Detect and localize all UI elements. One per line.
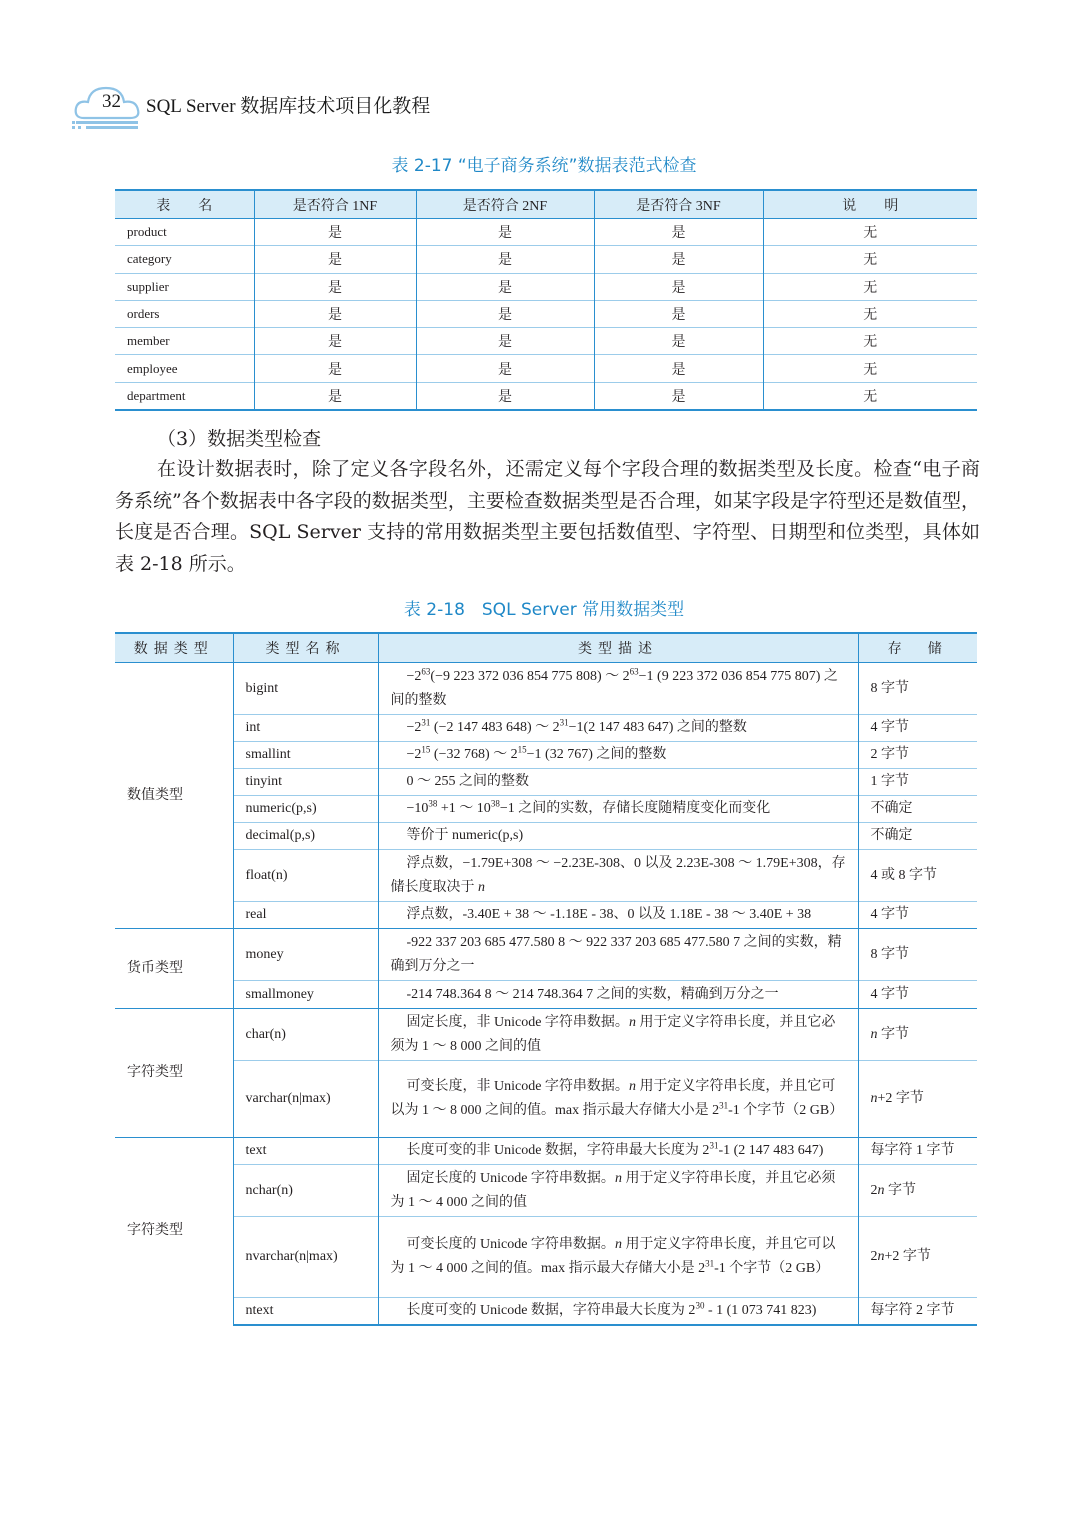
col-header-1nf: 是否符合 1NF xyxy=(254,190,416,219)
cell-type-name: nvarchar(n|max) xyxy=(233,1217,378,1298)
category-cell-money: 货币类型 xyxy=(115,929,233,1009)
cell-type-name: varchar(n|max) xyxy=(233,1061,378,1138)
cell-1nf: 是 xyxy=(254,300,416,327)
cell-type-name: money xyxy=(233,929,378,981)
cell-storage: 8 字节 xyxy=(858,663,977,715)
cell-type-name: tinyint xyxy=(233,769,378,796)
table-caption-2-18: 表 2-18 SQL Server 常用数据类型 xyxy=(403,600,685,620)
cell-1nf: 是 xyxy=(254,328,416,355)
cell-2nf: 是 xyxy=(416,246,594,273)
cell-note: 无 xyxy=(763,300,977,327)
cell-table-name: employee xyxy=(115,355,254,382)
cell-storage: 每字符 1 字节 xyxy=(858,1138,977,1165)
col-header-storage: 存 储 xyxy=(858,633,977,663)
cell-type-desc: -922 337 203 685 477.580 8 ～ 922 337 203 685 477.580 7 之间的实数，精确到万分之一 xyxy=(378,929,858,981)
cell-2nf: 是 xyxy=(416,382,594,410)
col-header-3nf: 是否符合 3NF xyxy=(594,190,763,219)
table-row xyxy=(115,929,977,981)
cell-type-desc: 0 ～ 255 之间的整数 xyxy=(378,769,858,796)
table-row xyxy=(115,382,977,410)
cell-type-desc: 等价于 numeric(p,s) xyxy=(378,823,858,850)
cell-note: 无 xyxy=(763,382,977,410)
cell-1nf: 是 xyxy=(254,382,416,410)
cell-type-name: int xyxy=(233,715,378,742)
page-number: 32 xyxy=(102,91,121,112)
cell-1nf: 是 xyxy=(254,273,416,300)
cell-table-name: department xyxy=(115,382,254,410)
storage-text: 字节 xyxy=(888,1182,916,1198)
cell-type-name: float(n) xyxy=(233,850,378,902)
cell-type-name: char(n) xyxy=(233,1009,378,1061)
table-row xyxy=(115,663,977,715)
table-row xyxy=(115,246,977,273)
cell-type-name: smallmoney xyxy=(233,981,378,1009)
cell-type-desc: 浮点数，-3.40E + 38 ～ -1.18E - 38、0 以及 1.18E - 38 ～ 3.40E + 38 xyxy=(378,902,858,929)
cell-type-desc: 固定长度，非 Unicode 字符串数据。n 用于定义字符串长度，并且它必须为 1 ～ 8 000 之间的值 xyxy=(378,1009,858,1061)
cell-storage: 2 字节 xyxy=(858,742,977,769)
col-header-2nf: 是否符合 2NF xyxy=(416,190,594,219)
cell-type-desc: 长度可变的非 Unicode 数据，字符串最大长度为 $2^{31}-1$ (2 147 483 647) xyxy=(378,1138,858,1165)
cell-storage: 4 字节 xyxy=(858,902,977,929)
table-header-row xyxy=(115,633,977,663)
cell-type-desc: $-2^{15}$ (−32 768) ～ $2^{15}-1$ (32 767) 之间的整数 xyxy=(378,742,858,769)
cell-1nf: 是 xyxy=(254,355,416,382)
cell-storage: 每字符 2 字节 xyxy=(858,1298,977,1325)
cell-3nf: 是 xyxy=(594,328,763,355)
cell-2nf: 是 xyxy=(416,355,594,382)
col-header-note: 说 明 xyxy=(763,190,977,219)
table-header-row xyxy=(115,190,977,219)
cell-storage: 1 字节 xyxy=(858,769,977,796)
section-heading: （3）数据类型检查 xyxy=(157,428,322,450)
cell-type-desc: 可变长度，非 Unicode 字符串数据。n 用于定义字符串长度，并且它可以为 1 ～ 8 000 之间的值。max 指示最大存储大小是 $2^{31}-1$ 个字节（2 GB） xyxy=(378,1061,858,1138)
table-row xyxy=(115,328,977,355)
cell-2nf: 是 xyxy=(416,273,594,300)
cell-1nf: 是 xyxy=(254,246,416,273)
category-cell-numeric: 数值类型 xyxy=(115,663,233,929)
cell-3nf: 是 xyxy=(594,273,763,300)
cell-type-desc: $-2^{63}(-9$ 223 372 036 854 775 808) ～ $2^{63}-1$ (9 223 372 036 854 775 807) 之间的整数 xyxy=(378,663,858,715)
cell-storage: 2n 字节 xyxy=(858,1165,977,1217)
table-caption-2-17: 表 2-17 “电子商务系统”数据表范式检查 xyxy=(391,156,697,176)
cell-note: 无 xyxy=(763,273,977,300)
cell-storage: 2n+2 字节 xyxy=(858,1217,977,1298)
cell-table-name: member xyxy=(115,328,254,355)
table-row xyxy=(115,1217,977,1298)
col-header-type-desc: 类型描述 xyxy=(378,633,858,663)
cell-storage: 不确定 xyxy=(858,796,977,823)
cell-table-name: supplier xyxy=(115,273,254,300)
cell-3nf: 是 xyxy=(594,382,763,410)
col-header-table-name: 表 名 xyxy=(115,190,254,219)
cell-storage: n 字节 xyxy=(858,1009,977,1061)
table-row xyxy=(115,769,977,796)
cell-type-name: decimal(p,s) xyxy=(233,823,378,850)
table-row xyxy=(115,850,977,902)
table-row xyxy=(115,1061,977,1138)
cell-3nf: 是 xyxy=(594,300,763,327)
cell-type-desc: 可变长度的 Unicode 字符串数据。n 用于定义字符串长度，并且它可以为 1 ～ 4 000 之间的值。max 指示最大存储大小是 $2^{31}-1$ 个字节（2 GB） xyxy=(378,1217,858,1298)
book-title: SQL Server 数据库技术项目化教程 xyxy=(146,96,431,117)
storage-text: +2 字节 xyxy=(884,1249,931,1264)
cell-type-desc: $-10^{38} +1$ ～ $10^{38}-1$ 之间的实数，存储长度随精度变化而变化 xyxy=(378,796,858,823)
cell-storage: 4 字节 xyxy=(858,981,977,1009)
cell-2nf: 是 xyxy=(416,328,594,355)
cell-type-desc: 固定长度的 Unicode 字符串数据。n 用于定义字符串长度，并且它必须为 1 ～ 4 000 之间的值 xyxy=(378,1165,858,1217)
table-row xyxy=(115,219,977,246)
cell-type-name: text xyxy=(233,1138,378,1165)
cell-type-name: real xyxy=(233,902,378,929)
cell-type-desc: $-2^{31}$ (−2 147 483 648) ～ $2^{31}-1(2$ 147 483 647) 之间的整数 xyxy=(378,715,858,742)
table-row xyxy=(115,355,977,382)
cell-type-name: ntext xyxy=(233,1298,378,1325)
cell-note: 无 xyxy=(763,219,977,246)
table-row xyxy=(115,1298,977,1325)
cell-type-desc: 浮点数，−1.79E+308 ～ −2.23E-308、0 以及 2.23E-308 ～ 1.79E+308，存储长度取决于 n xyxy=(378,850,858,902)
category-cell-char-unicode: 字符类型 xyxy=(115,1138,233,1325)
table-row xyxy=(115,1165,977,1217)
table-row xyxy=(115,796,977,823)
table-row xyxy=(115,823,977,850)
col-header-data-type: 数据类型 xyxy=(115,633,233,663)
sql-data-types-table xyxy=(115,632,977,1326)
cell-3nf: 是 xyxy=(594,355,763,382)
cell-storage: 4 字节 xyxy=(858,715,977,742)
table-row xyxy=(115,742,977,769)
cell-table-name: category xyxy=(115,246,254,273)
cell-storage: 4 或 8 字节 xyxy=(858,850,977,902)
cell-table-name: orders xyxy=(115,300,254,327)
table-row xyxy=(115,1009,977,1061)
body-paragraph: 在设计数据表时，除了定义各字段名外，还需定义每个字段合理的数据类型及长度。检查“电子商务系统”各个数据表中各字段的数据类型，主要检查数据类型是否合理，如某字段是字符型还是数值型，长度是否合理。SQL Server 支持的常用数据类型主要包括数值型、字符型、日期型和位类型，具体如表 2-18 所示。 xyxy=(115,458,980,575)
cell-storage: 8 字节 xyxy=(858,929,977,981)
cell-storage: n+2 字节 xyxy=(858,1061,977,1138)
category-cell-char: 字符类型 xyxy=(115,1009,233,1138)
table-row xyxy=(115,981,977,1009)
cell-type-name: nchar(n) xyxy=(233,1165,378,1217)
cell-type-name: smallint xyxy=(233,742,378,769)
cell-type-name: bigint xyxy=(233,663,378,715)
col-header-type-name: 类型名称 xyxy=(233,633,378,663)
cell-note: 无 xyxy=(763,328,977,355)
storage-text: +2 字节 xyxy=(877,1091,924,1106)
storage-text: 字节 xyxy=(881,1026,909,1042)
cell-3nf: 是 xyxy=(594,246,763,273)
table-row xyxy=(115,715,977,742)
cell-2nf: 是 xyxy=(416,219,594,246)
cell-3nf: 是 xyxy=(594,219,763,246)
cell-1nf: 是 xyxy=(254,219,416,246)
table-row xyxy=(115,902,977,929)
cell-type-name: numeric(p,s) xyxy=(233,796,378,823)
cell-note: 无 xyxy=(763,246,977,273)
table-row xyxy=(115,300,977,327)
cell-storage: 不确定 xyxy=(858,823,977,850)
table-row xyxy=(115,1138,977,1165)
table-row xyxy=(115,273,977,300)
normal-form-check-table xyxy=(115,189,977,411)
cell-note: 无 xyxy=(763,355,977,382)
cell-table-name: product xyxy=(115,219,254,246)
cell-type-desc: 长度可变的 Unicode 数据，字符串最大长度为 $2^{30} - 1$ (1 073 741 823) xyxy=(378,1298,858,1325)
cell-type-desc: -214 748.364 8 ～ 214 748.364 7 之间的实数，精确到万分之一 xyxy=(378,981,858,1009)
cell-2nf: 是 xyxy=(416,300,594,327)
page-header xyxy=(70,78,490,134)
